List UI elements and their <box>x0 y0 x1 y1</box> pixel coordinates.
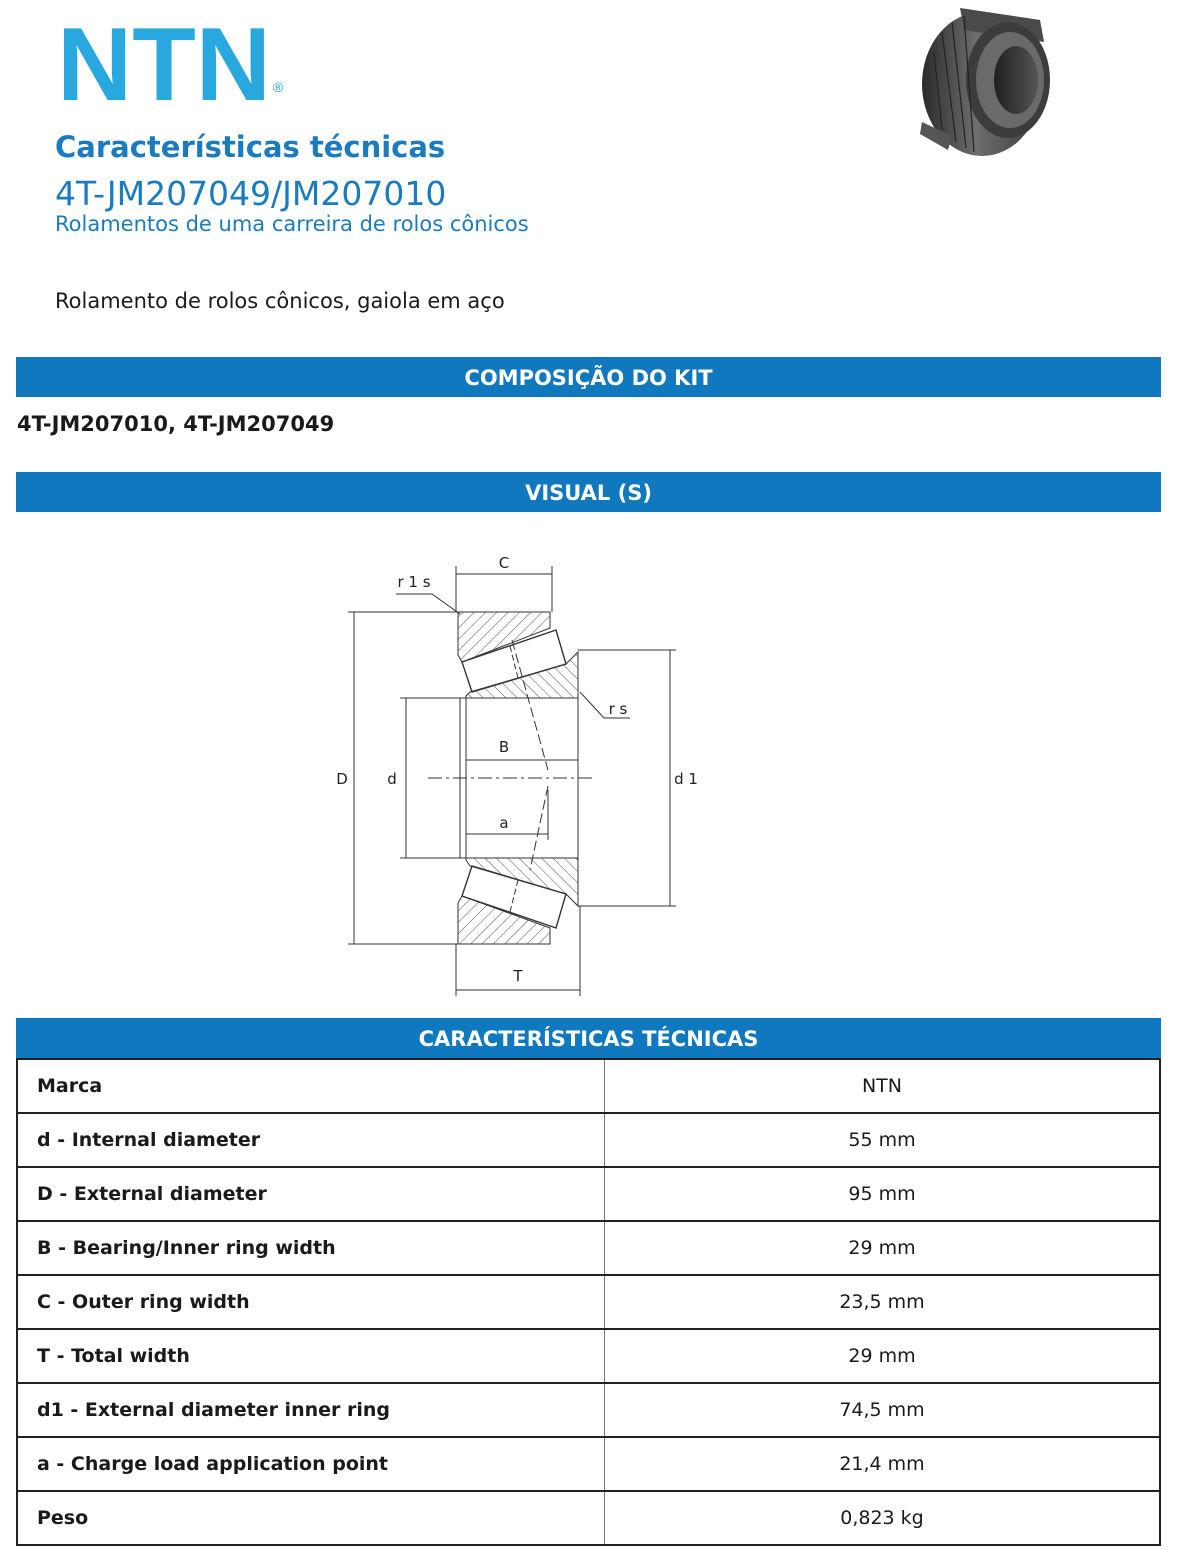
registered-mark: ® <box>273 79 284 95</box>
spec-label: a - Charge load application point <box>17 1437 605 1491</box>
part-number: 4T-JM207049/JM207010 <box>55 174 447 213</box>
label-C: C <box>498 554 510 572</box>
label-d1: d 1 <box>674 770 698 788</box>
spec-value: 74,5 mm <box>605 1383 1161 1437</box>
spec-label: T - Total width <box>17 1329 605 1383</box>
spec-label: Peso <box>17 1491 605 1545</box>
label-r1s: r 1 s <box>397 573 431 591</box>
product-subtitle: Rolamentos de uma carreira de rolos cônicos <box>55 212 529 236</box>
table-row <box>17 1167 1160 1221</box>
label-T: T <box>513 967 523 985</box>
spec-label: d - Internal diameter <box>17 1113 605 1167</box>
bearing-photo <box>912 2 1060 160</box>
table-row <box>17 1113 1160 1167</box>
spec-label: Marca <box>17 1059 605 1113</box>
table-row <box>17 1329 1160 1383</box>
spec-value: 23,5 mm <box>605 1275 1161 1329</box>
bearing-cross-section-drawing <box>320 540 740 1010</box>
spec-value: 21,4 mm <box>605 1437 1161 1491</box>
label-a: a <box>499 814 509 832</box>
logo-text: NTN <box>57 22 271 104</box>
specs-section-header: CARACTERÍSTICAS TÉCNICAS <box>16 1018 1161 1058</box>
label-B: B <box>498 738 510 756</box>
table-row <box>17 1383 1160 1437</box>
page-title: Características técnicas <box>55 130 446 164</box>
spec-value: 29 mm <box>605 1221 1161 1275</box>
spec-label: D - External diameter <box>17 1167 605 1221</box>
spec-value: 29 mm <box>605 1329 1161 1383</box>
spec-value: 95 mm <box>605 1167 1161 1221</box>
spec-label: C - Outer ring width <box>17 1275 605 1329</box>
kit-section-header: COMPOSIÇÃO DO KIT <box>16 357 1161 397</box>
spec-value: 0,823 kg <box>605 1491 1161 1545</box>
label-d: d <box>387 770 397 788</box>
table-row <box>17 1275 1160 1329</box>
label-D: D <box>336 770 348 788</box>
visual-section-header: VISUAL (S) <box>16 472 1161 512</box>
kit-contents: 4T-JM207010, 4T-JM207049 <box>17 412 335 436</box>
spec-label: d1 - External diameter inner ring <box>17 1383 605 1437</box>
label-rs: r s <box>608 700 628 718</box>
product-description: Rolamento de rolos cônicos, gaiola em aço <box>55 289 505 313</box>
table-row <box>17 1221 1160 1275</box>
table-row <box>17 1491 1160 1545</box>
table-row <box>17 1437 1160 1491</box>
table-row <box>17 1059 1160 1113</box>
spec-label: B - Bearing/Inner ring width <box>17 1221 605 1275</box>
specs-table <box>16 1058 1161 1546</box>
spec-value: NTN <box>605 1059 1161 1113</box>
ntn-logo <box>57 22 297 104</box>
spec-value: 55 mm <box>605 1113 1161 1167</box>
